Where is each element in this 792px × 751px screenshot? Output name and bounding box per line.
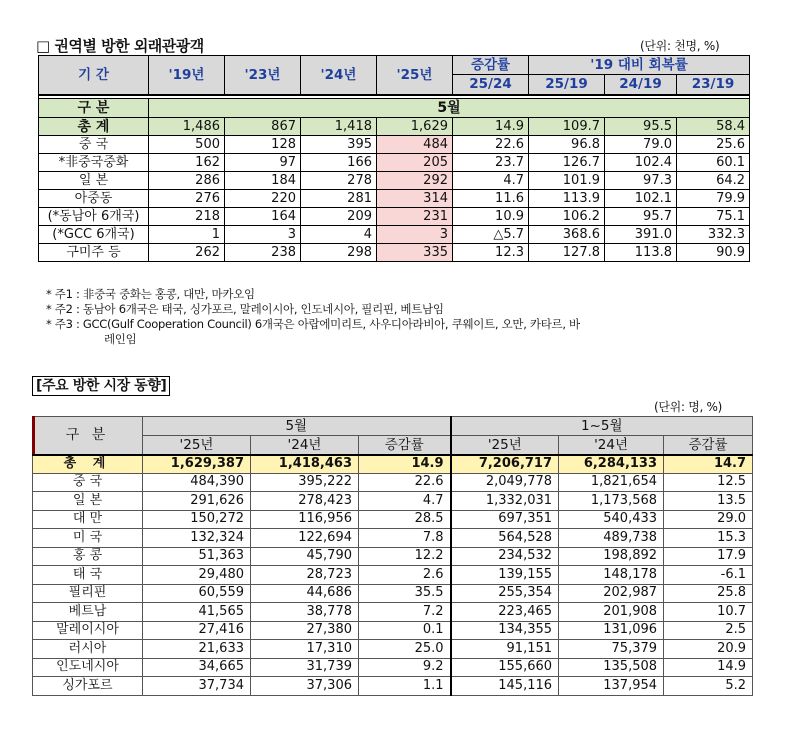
t1-cell-growth: 11.6 (453, 190, 529, 208)
t2-cell-m24: 27,380 (251, 621, 359, 640)
t2-cell-cg: 2.5 (664, 621, 753, 640)
t1-cell-v24: 1,418 (301, 118, 377, 136)
t2-cell-m25: 41,565 (143, 603, 251, 622)
t2-cell-m25: 27,416 (143, 621, 251, 640)
t2-cell-m25: 37,734 (143, 677, 251, 696)
t1-cell-v24: 395 (301, 136, 377, 154)
t1-region-row (39, 226, 750, 244)
t2-cell-c25: 91,151 (451, 640, 559, 659)
t1-cell-v19: 1 (149, 226, 225, 244)
t2-cell-mg: 28.5 (359, 510, 451, 529)
t1-cell-v25: 205 (377, 154, 453, 172)
t2-cell-c24: 489,738 (559, 529, 664, 548)
t1-cell-v19: 500 (149, 136, 225, 154)
t2-row-label: 말레이시아 (33, 621, 143, 640)
t2-cell-cg: 14.7 (664, 455, 753, 474)
t2-cell-cg: 29.0 (664, 510, 753, 529)
t1-cell-v24: 278 (301, 172, 377, 190)
t2-row-label: 중 국 (33, 473, 143, 492)
t1-cell-r23: 75.1 (677, 208, 750, 226)
t1-cell-r23: 60.1 (677, 154, 750, 172)
t1-year-header: '25년 (377, 56, 453, 95)
t2-cell-m25: 51,363 (143, 547, 251, 566)
t1-cell-v24: 298 (301, 244, 377, 262)
t1-recovery-sub: 24/19 (605, 75, 677, 95)
t1-cell-growth: 4.7 (453, 172, 529, 190)
t2-cell-m24: 1,418,463 (251, 455, 359, 474)
t2-cell-c24: 75,379 (559, 640, 664, 659)
t1-cell-v23: 3 (225, 226, 301, 244)
t2-cell-mg: 9.2 (359, 658, 451, 677)
t2-cell-c24: 540,433 (559, 510, 664, 529)
t1-cell-v24: 281 (301, 190, 377, 208)
t2-body (33, 455, 753, 696)
t1-cell-v23: 164 (225, 208, 301, 226)
t1-cell-v19: 1,486 (149, 118, 225, 136)
section2-unit: (단위: 명, %) (654, 400, 723, 414)
t2-row-label: 러시아 (33, 640, 143, 659)
t1-period-header: 기 간 (39, 56, 149, 95)
t1-cell-r24: 113.8 (605, 244, 677, 262)
t2-row-label: 미 국 (33, 529, 143, 548)
t1-cell-v23: 867 (225, 118, 301, 136)
t1-region-row (39, 154, 750, 172)
t1-cell-r23: 25.6 (677, 136, 750, 154)
t1-row-label: 총 계 (39, 118, 149, 136)
t2-cell-c24: 137,954 (559, 677, 664, 696)
t2-cell-c24: 6,284,133 (559, 455, 664, 474)
t2-cell-c25: 134,355 (451, 621, 559, 640)
t2-col-header: '25년 (143, 436, 251, 455)
t1-cell-r25: 109.7 (529, 118, 605, 136)
t2-cell-c25: 1,332,031 (451, 492, 559, 511)
t1-cell-v25: 231 (377, 208, 453, 226)
t1-cell-v19: 162 (149, 154, 225, 172)
t2-country-row (33, 473, 753, 492)
t2-cell-c25: 139,155 (451, 566, 559, 585)
t2-country-row (33, 584, 753, 603)
t2-country-row (33, 658, 753, 677)
t2-col-header: 증감률 (359, 436, 451, 455)
t1-cell-r24: 102.1 (605, 190, 677, 208)
t2-cell-m25: 34,665 (143, 658, 251, 677)
t1-cell-r25: 126.7 (529, 154, 605, 172)
t1-total-row (39, 118, 750, 136)
t2-cell-mg: 0.1 (359, 621, 451, 640)
t2-cell-m24: 17,310 (251, 640, 359, 659)
t1-cell-r24: 391.0 (605, 226, 677, 244)
t2-country-row (33, 510, 753, 529)
t2-row-label: 일 본 (33, 492, 143, 511)
t2-cell-c24: 1,821,654 (559, 473, 664, 492)
t1-cell-v24: 166 (301, 154, 377, 172)
t2-header-row (33, 417, 753, 436)
t2-country-row (33, 566, 753, 585)
t1-cell-r23: 332.3 (677, 226, 750, 244)
t1-cell-r24: 102.4 (605, 154, 677, 172)
t2-cell-c25: 155,660 (451, 658, 559, 677)
t2-cell-cg: 13.5 (664, 492, 753, 511)
t1-cell-growth: 22.6 (453, 136, 529, 154)
t2-cell-m24: 38,778 (251, 603, 359, 622)
notes (46, 287, 580, 347)
t1-row-label: 중 국 (39, 136, 149, 154)
t2-cell-c25: 234,532 (451, 547, 559, 566)
t2-row-label: 홍 콩 (33, 547, 143, 566)
t2-row-label: 필리핀 (33, 584, 143, 603)
t1-growth-sub: 25/24 (453, 75, 529, 95)
t2-row-label: 베트남 (33, 603, 143, 622)
t1-cell-v19: 286 (149, 172, 225, 190)
t1-recovery-header: '19 대비 회복률 (529, 56, 750, 75)
t1-year-header: '23년 (225, 56, 301, 95)
t1-month-label: 5월 (149, 99, 750, 118)
section1-unit: (단위: 천명, %) (640, 39, 720, 53)
t1-month-row (39, 99, 750, 118)
t2-cell-c25: 145,116 (451, 677, 559, 696)
t2-col-header: '24년 (559, 436, 664, 455)
t1-cell-r23: 64.2 (677, 172, 750, 190)
t2-cell-mg: 12.2 (359, 547, 451, 566)
t1-cell-r23: 58.4 (677, 118, 750, 136)
t1-cell-r25: 368.6 (529, 226, 605, 244)
t1-cell-r23: 79.9 (677, 190, 750, 208)
t2-cell-mg: 25.0 (359, 640, 451, 659)
t2-cell-c25: 564,528 (451, 529, 559, 548)
t1-cell-v25: 314 (377, 190, 453, 208)
t2-row-label: 인도네시아 (33, 658, 143, 677)
corner-marker (32, 416, 35, 454)
checkbox-icon: □ (36, 37, 50, 55)
t2-period2-header: 1~5월 (451, 417, 753, 436)
t2-cell-m24: 278,423 (251, 492, 359, 511)
t2-cell-m25: 484,390 (143, 473, 251, 492)
t2-country-row (33, 492, 753, 511)
t2-country-row (33, 603, 753, 622)
t1-row-label: 일 본 (39, 172, 149, 190)
t2-row-label: 총 계 (33, 455, 143, 474)
t1-cell-v23: 238 (225, 244, 301, 262)
t2-country-row (33, 529, 753, 548)
t2-cell-m24: 28,723 (251, 566, 359, 585)
t2-cell-c24: 202,987 (559, 584, 664, 603)
t2-cell-m25: 21,633 (143, 640, 251, 659)
t2-cell-m25: 29,480 (143, 566, 251, 585)
note-line: 레인임 (104, 332, 137, 346)
t2-cell-cg: 15.3 (664, 529, 753, 548)
t2-cell-mg: 35.5 (359, 584, 451, 603)
t2-cell-mg: 22.6 (359, 473, 451, 492)
t1-division-label: 구 분 (39, 99, 149, 118)
t2-cell-mg: 14.9 (359, 455, 451, 474)
regional-visitors-table (38, 55, 750, 262)
t2-cell-m24: 45,790 (251, 547, 359, 566)
t1-region-row (39, 136, 750, 154)
t2-cell-mg: 7.8 (359, 529, 451, 548)
t1-recovery-sub: 23/19 (677, 75, 750, 95)
t2-row-label: 싱가포르 (33, 677, 143, 696)
t2-cell-m24: 395,222 (251, 473, 359, 492)
t1-cell-r25: 106.2 (529, 208, 605, 226)
t1-region-row (39, 190, 750, 208)
t2-cell-c25: 697,351 (451, 510, 559, 529)
t2-cell-c25: 2,049,778 (451, 473, 559, 492)
t2-cell-cg: 5.2 (664, 677, 753, 696)
t2-cell-cg: -6.1 (664, 566, 753, 585)
t1-cell-v25: 484 (377, 136, 453, 154)
t2-cell-m25: 132,324 (143, 529, 251, 548)
t2-cell-mg: 1.1 (359, 677, 451, 696)
section1-title (36, 35, 204, 56)
t1-header-row (39, 56, 750, 75)
t1-row-label: (*GCC 6개국) (39, 226, 149, 244)
t2-cell-c24: 131,096 (559, 621, 664, 640)
t1-cell-v25: 335 (377, 244, 453, 262)
t2-col-header: 증감률 (664, 436, 753, 455)
t2-cell-c24: 201,908 (559, 603, 664, 622)
t1-cell-v25: 1,629 (377, 118, 453, 136)
t1-cell-v23: 128 (225, 136, 301, 154)
t1-cell-r24: 95.5 (605, 118, 677, 136)
t1-row-label: *非중국중화 (39, 154, 149, 172)
t1-growth-header: 증감률 (453, 56, 529, 75)
t2-cell-m25: 291,626 (143, 492, 251, 511)
t1-cell-v19: 276 (149, 190, 225, 208)
t2-period1-header: 5월 (143, 417, 451, 436)
t2-cell-c25: 255,354 (451, 584, 559, 603)
t1-cell-r23: 90.9 (677, 244, 750, 262)
t1-cell-r25: 113.9 (529, 190, 605, 208)
t2-cell-m24: 44,686 (251, 584, 359, 603)
t2-cell-m25: 1,629,387 (143, 455, 251, 474)
t2-cell-mg: 7.2 (359, 603, 451, 622)
t2-cell-cg: 17.9 (664, 547, 753, 566)
t1-cell-growth: 14.9 (453, 118, 529, 136)
t1-cell-v19: 218 (149, 208, 225, 226)
t2-cell-m25: 60,559 (143, 584, 251, 603)
note-line: * 주1 : 非중국 중화는 홍콩, 대만, 마카오임 (46, 287, 255, 301)
t1-cell-r24: 79.0 (605, 136, 677, 154)
t2-cell-c25: 223,465 (451, 603, 559, 622)
t2-cell-cg: 20.9 (664, 640, 753, 659)
section2-title: [주요 방한 시장 동향] (32, 376, 170, 396)
t2-country-row (33, 621, 753, 640)
t1-region-row (39, 244, 750, 262)
t1-year-header: '24년 (301, 56, 377, 95)
t1-cell-v23: 220 (225, 190, 301, 208)
t1-cell-v19: 262 (149, 244, 225, 262)
t2-cell-m24: 31,739 (251, 658, 359, 677)
t2-row-label: 대 만 (33, 510, 143, 529)
t1-cell-r25: 96.8 (529, 136, 605, 154)
t2-country-row (33, 547, 753, 566)
t2-country-row (33, 677, 753, 696)
note-line: * 주2 : 동남아 6개국은 태국, 싱가포르, 말레이시아, 인도네시아, 필리핀, 베트남임 (46, 302, 444, 316)
t1-row-label: (*동남아 6개국) (39, 208, 149, 226)
section1-title-text: 권역별 방한 외래관광객 (54, 37, 204, 55)
t1-cell-v24: 4 (301, 226, 377, 244)
t2-cell-m24: 116,956 (251, 510, 359, 529)
t1-cell-v24: 209 (301, 208, 377, 226)
t2-cell-mg: 4.7 (359, 492, 451, 511)
market-trends-table (32, 416, 753, 696)
t1-region-row (39, 208, 750, 226)
t1-cell-growth: △5.7 (453, 226, 529, 244)
t2-cell-mg: 2.6 (359, 566, 451, 585)
t2-row-label: 태 국 (33, 566, 143, 585)
t1-cell-v25: 292 (377, 172, 453, 190)
t2-cell-c24: 148,178 (559, 566, 664, 585)
t2-cell-cg: 14.9 (664, 658, 753, 677)
t1-cell-r24: 95.7 (605, 208, 677, 226)
t2-country-row (33, 640, 753, 659)
t1-row-label: 아중동 (39, 190, 149, 208)
t2-total-row (33, 455, 753, 474)
t2-cell-cg: 25.8 (664, 584, 753, 603)
t1-row-label: 구미주 등 (39, 244, 149, 262)
t1-cell-r25: 127.8 (529, 244, 605, 262)
t2-cell-c24: 135,508 (559, 658, 664, 677)
t2-cell-c25: 7,206,717 (451, 455, 559, 474)
t1-cell-v23: 184 (225, 172, 301, 190)
t1-recovery-sub: 25/19 (529, 75, 605, 95)
t1-year-header: '19년 (149, 56, 225, 95)
t1-region-row (39, 172, 750, 190)
t2-cell-m24: 37,306 (251, 677, 359, 696)
t1-cell-r25: 101.9 (529, 172, 605, 190)
t2-cell-cg: 12.5 (664, 473, 753, 492)
t1-cell-r24: 97.3 (605, 172, 677, 190)
t1-cell-v25: 3 (377, 226, 453, 244)
t1-body (39, 118, 750, 262)
t2-cell-cg: 10.7 (664, 603, 753, 622)
t2-division-header: 구 분 (33, 417, 143, 455)
t2-cell-c24: 1,173,568 (559, 492, 664, 511)
note-line: * 주3 : GCC(Gulf Cooperation Council) 6개국은 아랍에미리트, 사우디아라비아, 쿠웨이트, 오만, 카타르, 바 (46, 317, 580, 331)
t1-cell-growth: 10.9 (453, 208, 529, 226)
t2-cell-m24: 122,694 (251, 529, 359, 548)
t2-col-header: '24년 (251, 436, 359, 455)
t2-cell-c24: 198,892 (559, 547, 664, 566)
t2-cell-m25: 150,272 (143, 510, 251, 529)
t1-cell-growth: 12.3 (453, 244, 529, 262)
t1-cell-growth: 23.7 (453, 154, 529, 172)
t2-col-header: '25년 (451, 436, 559, 455)
t1-cell-v23: 97 (225, 154, 301, 172)
